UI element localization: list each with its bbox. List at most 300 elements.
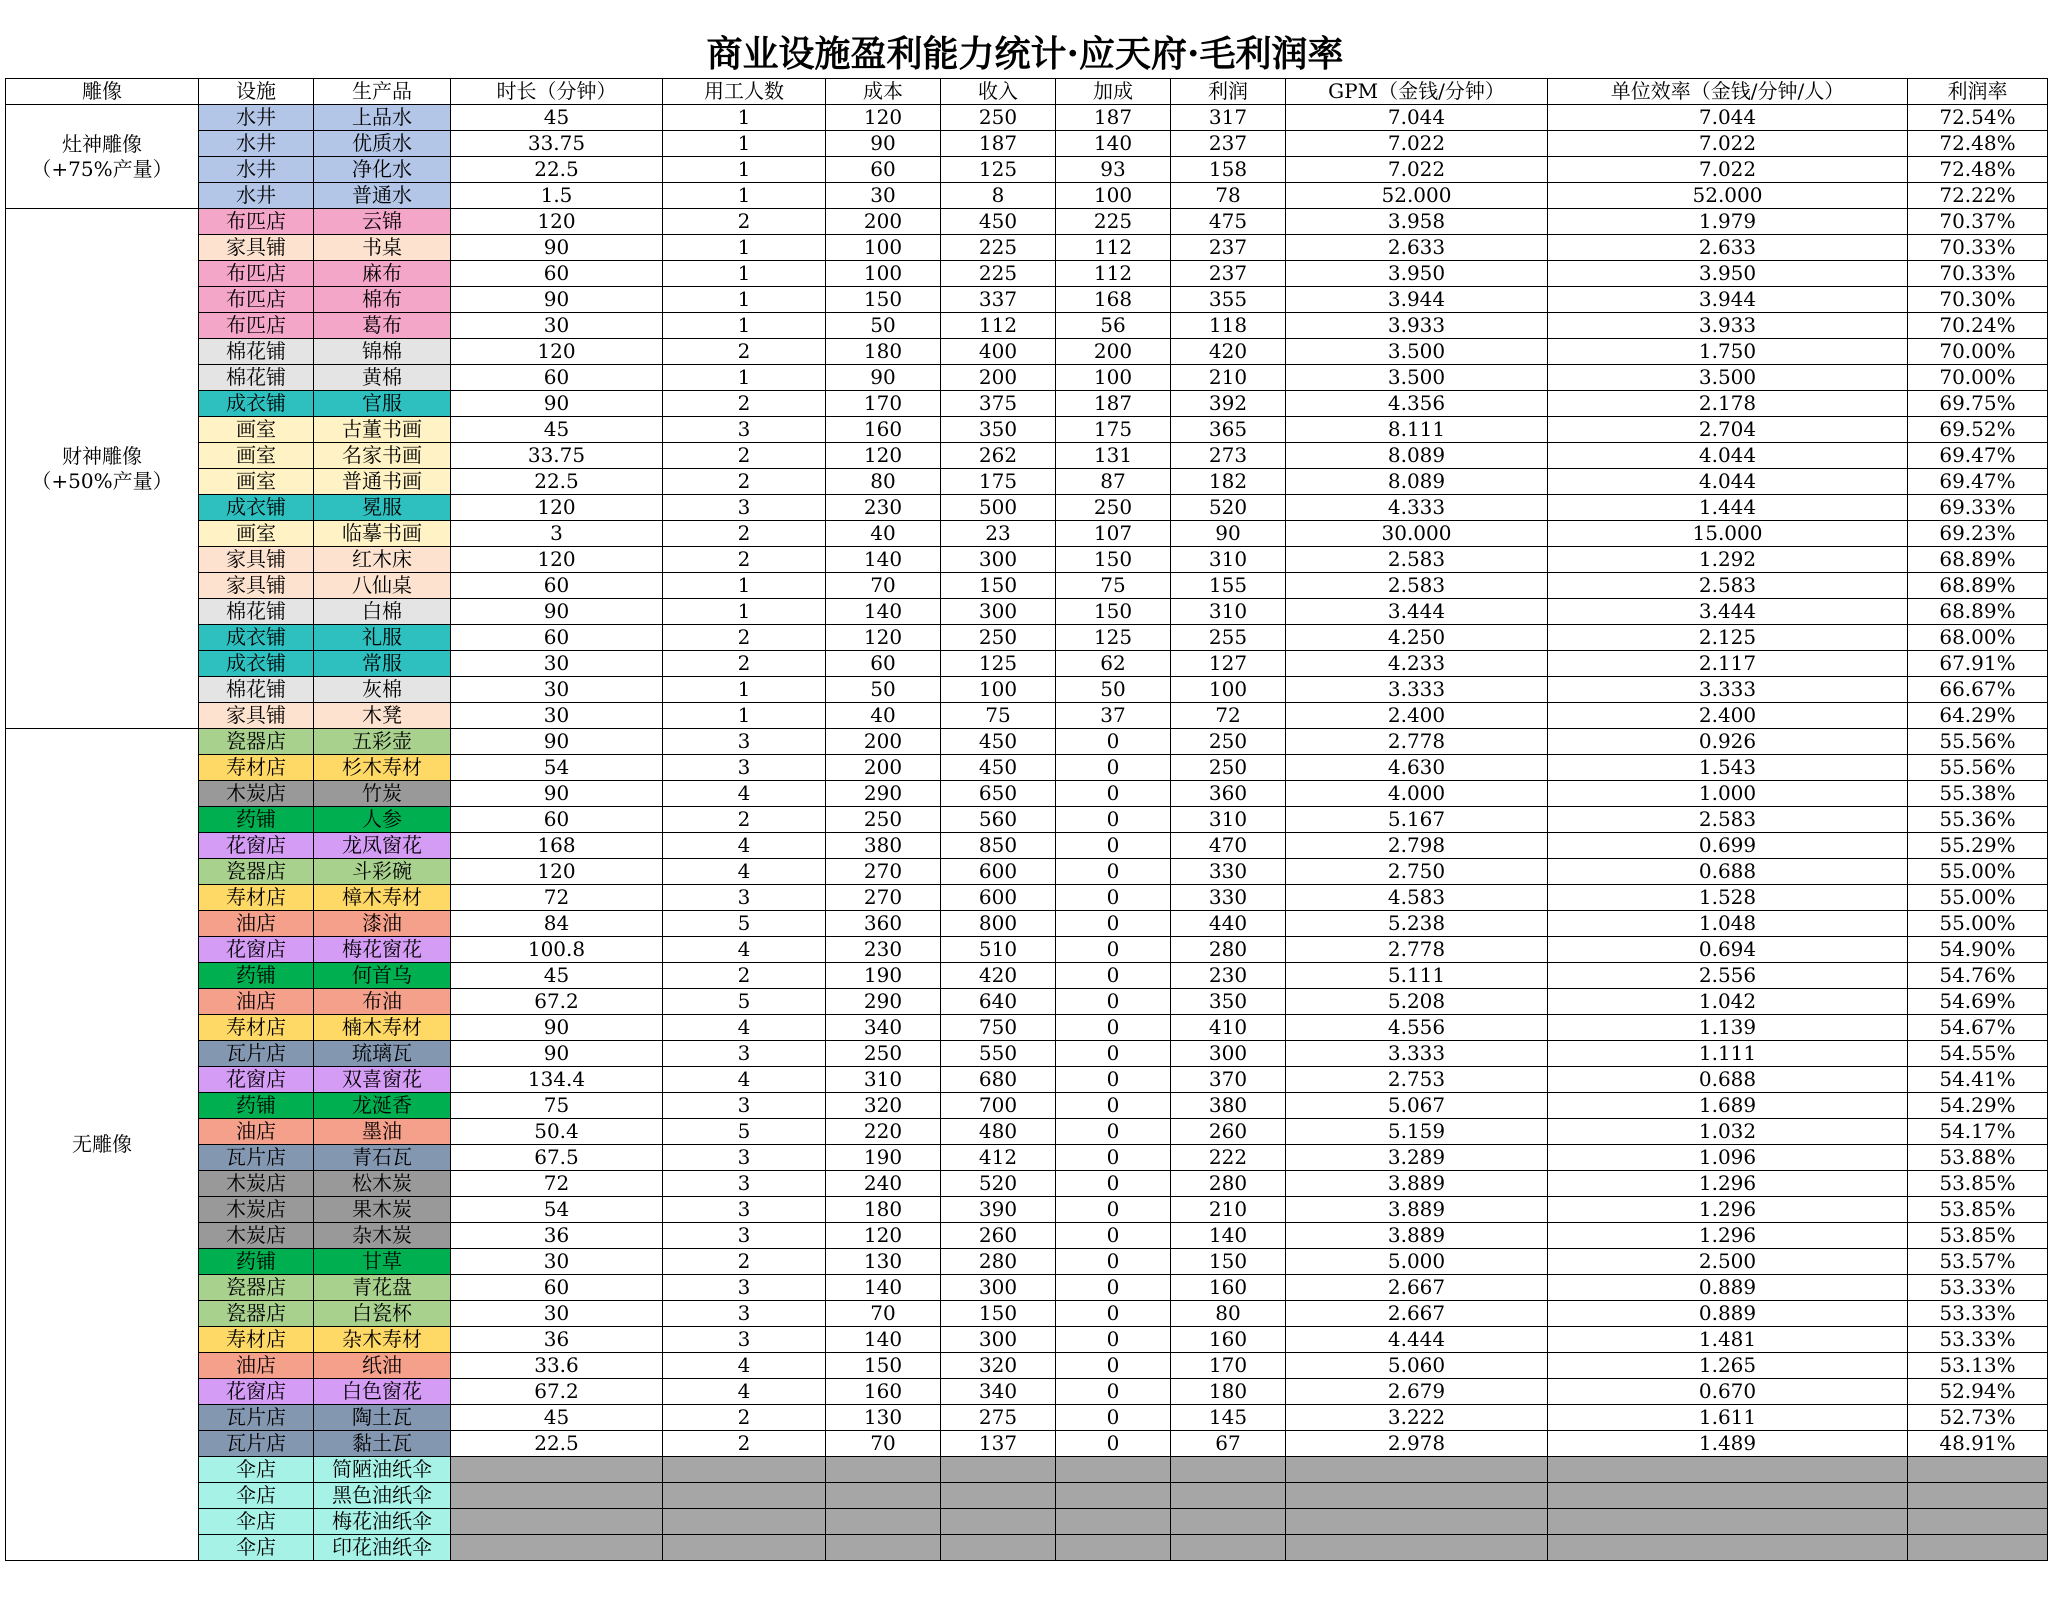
table-row bbox=[6, 261, 2048, 287]
cell-revenue: 560 bbox=[941, 807, 1056, 833]
cell-margin: 68.89% bbox=[1908, 573, 2048, 599]
cell-product: 龙凤窗花 bbox=[314, 833, 451, 859]
cell-facility: 木炭店 bbox=[199, 1171, 314, 1197]
cell-revenue: 550 bbox=[941, 1041, 1056, 1067]
cell-revenue: 125 bbox=[941, 157, 1056, 183]
cell-profit: 160 bbox=[1171, 1275, 1286, 1301]
cell-facility: 布匹店 bbox=[199, 313, 314, 339]
cell-profit: 330 bbox=[1171, 859, 1286, 885]
table-row bbox=[6, 651, 2048, 677]
cell-unit-efficiency: 1.296 bbox=[1548, 1197, 1908, 1223]
cell-gpm: 3.500 bbox=[1286, 365, 1548, 391]
cell-profit: 170 bbox=[1171, 1353, 1286, 1379]
cell-duration: 36 bbox=[451, 1223, 663, 1249]
cell-duration: 100.8 bbox=[451, 937, 663, 963]
cell-duration: 50.4 bbox=[451, 1119, 663, 1145]
table-row bbox=[6, 911, 2048, 937]
cell-product: 名家书画 bbox=[314, 443, 451, 469]
cell-revenue: 175 bbox=[941, 469, 1056, 495]
cell-facility: 水井 bbox=[199, 131, 314, 157]
table-row bbox=[6, 989, 2048, 1015]
cell-bonus bbox=[1056, 1457, 1171, 1483]
cell-duration: 30 bbox=[451, 1301, 663, 1327]
cell-cost: 30 bbox=[826, 183, 941, 209]
cell-bonus: 0 bbox=[1056, 1041, 1171, 1067]
table-row bbox=[6, 677, 2048, 703]
cell-bonus: 37 bbox=[1056, 703, 1171, 729]
cell-cost: 250 bbox=[826, 807, 941, 833]
cell-unit-efficiency: 1.096 bbox=[1548, 1145, 1908, 1171]
cell-duration: 33.75 bbox=[451, 131, 663, 157]
cell-revenue: 600 bbox=[941, 859, 1056, 885]
cell-cost: 70 bbox=[826, 573, 941, 599]
cell-cost: 200 bbox=[826, 729, 941, 755]
cell-facility: 药铺 bbox=[199, 807, 314, 833]
cell-revenue: 300 bbox=[941, 547, 1056, 573]
cell-cost: 80 bbox=[826, 469, 941, 495]
cell-profit: 440 bbox=[1171, 911, 1286, 937]
cell-margin: 55.00% bbox=[1908, 911, 2048, 937]
cell-bonus: 112 bbox=[1056, 235, 1171, 261]
header-workers: 用工人数 bbox=[663, 79, 826, 105]
cell-profit: 350 bbox=[1171, 989, 1286, 1015]
table-row bbox=[6, 1535, 2048, 1561]
cell-revenue: 450 bbox=[941, 755, 1056, 781]
cell-workers: 1 bbox=[663, 287, 826, 313]
header-statue: 雕像 bbox=[6, 79, 199, 105]
cell-facility: 布匹店 bbox=[199, 287, 314, 313]
cell-workers: 1 bbox=[663, 365, 826, 391]
cell-unit-efficiency: 2.500 bbox=[1548, 1249, 1908, 1275]
cell-margin: 69.47% bbox=[1908, 443, 2048, 469]
cell-margin: 52.73% bbox=[1908, 1405, 2048, 1431]
cell-revenue: 150 bbox=[941, 573, 1056, 599]
table-row bbox=[6, 1379, 2048, 1405]
cell-gpm: 5.000 bbox=[1286, 1249, 1548, 1275]
cell-gpm: 3.889 bbox=[1286, 1223, 1548, 1249]
cell-workers: 4 bbox=[663, 1353, 826, 1379]
cell-product: 人参 bbox=[314, 807, 451, 833]
cell-revenue: 450 bbox=[941, 209, 1056, 235]
table-row bbox=[6, 1093, 2048, 1119]
cell-revenue: 450 bbox=[941, 729, 1056, 755]
cell-product: 梅花窗花 bbox=[314, 937, 451, 963]
cell-cost: 230 bbox=[826, 937, 941, 963]
cell-margin: 69.33% bbox=[1908, 495, 2048, 521]
cell-facility: 伞店 bbox=[199, 1457, 314, 1483]
cell-profit: 182 bbox=[1171, 469, 1286, 495]
cell-margin: 68.00% bbox=[1908, 625, 2048, 651]
cell-facility: 花窗店 bbox=[199, 937, 314, 963]
cell-revenue: 300 bbox=[941, 1327, 1056, 1353]
cell-workers: 4 bbox=[663, 1379, 826, 1405]
cell-gpm: 2.778 bbox=[1286, 937, 1548, 963]
cell-cost: 50 bbox=[826, 313, 941, 339]
cell-margin: 70.00% bbox=[1908, 365, 2048, 391]
cell-margin bbox=[1908, 1457, 2048, 1483]
cell-profit: 310 bbox=[1171, 807, 1286, 833]
cell-workers: 4 bbox=[663, 1067, 826, 1093]
cell-product: 礼服 bbox=[314, 625, 451, 651]
cell-product: 云锦 bbox=[314, 209, 451, 235]
cell-workers: 2 bbox=[663, 443, 826, 469]
cell-bonus bbox=[1056, 1483, 1171, 1509]
cell-unit-efficiency: 1.032 bbox=[1548, 1119, 1908, 1145]
cell-facility: 瓷器店 bbox=[199, 1275, 314, 1301]
cell-profit: 520 bbox=[1171, 495, 1286, 521]
cell-bonus: 0 bbox=[1056, 1223, 1171, 1249]
cell-duration: 30 bbox=[451, 1249, 663, 1275]
cell-unit-efficiency: 3.333 bbox=[1548, 677, 1908, 703]
cell-facility: 布匹店 bbox=[199, 209, 314, 235]
cell-cost: 290 bbox=[826, 781, 941, 807]
table-row bbox=[6, 1509, 2048, 1535]
cell-bonus: 0 bbox=[1056, 1067, 1171, 1093]
cell-margin: 54.76% bbox=[1908, 963, 2048, 989]
cell-revenue: 23 bbox=[941, 521, 1056, 547]
cell-unit-efficiency: 1.750 bbox=[1548, 339, 1908, 365]
cell-duration: 30 bbox=[451, 651, 663, 677]
cell-product: 果木炭 bbox=[314, 1197, 451, 1223]
cell-duration: 90 bbox=[451, 1041, 663, 1067]
cell-profit: 470 bbox=[1171, 833, 1286, 859]
cell-product: 白色窗花 bbox=[314, 1379, 451, 1405]
cell-duration: 33.75 bbox=[451, 443, 663, 469]
cell-profit bbox=[1171, 1509, 1286, 1535]
cell-facility: 寿材店 bbox=[199, 885, 314, 911]
cell-workers: 3 bbox=[663, 729, 826, 755]
cell-gpm: 2.778 bbox=[1286, 729, 1548, 755]
cell-cost: 380 bbox=[826, 833, 941, 859]
cell-cost bbox=[826, 1457, 941, 1483]
cell-unit-efficiency: 2.400 bbox=[1548, 703, 1908, 729]
cell-profit: 250 bbox=[1171, 755, 1286, 781]
table-row bbox=[6, 1145, 2048, 1171]
header-revenue: 收入 bbox=[941, 79, 1056, 105]
cell-gpm: 5.111 bbox=[1286, 963, 1548, 989]
cell-cost: 70 bbox=[826, 1301, 941, 1327]
cell-gpm: 3.889 bbox=[1286, 1197, 1548, 1223]
cell-unit-efficiency: 1.528 bbox=[1548, 885, 1908, 911]
cell-profit: 237 bbox=[1171, 131, 1286, 157]
cell-margin: 55.56% bbox=[1908, 755, 2048, 781]
cell-margin: 70.00% bbox=[1908, 339, 2048, 365]
cell-revenue: 400 bbox=[941, 339, 1056, 365]
cell-cost: 150 bbox=[826, 1353, 941, 1379]
cell-product: 灰棉 bbox=[314, 677, 451, 703]
cell-product: 杂木寿材 bbox=[314, 1327, 451, 1353]
cell-margin: 52.94% bbox=[1908, 1379, 2048, 1405]
cell-duration: 22.5 bbox=[451, 157, 663, 183]
cell-profit: 370 bbox=[1171, 1067, 1286, 1093]
header-unit-efficiency: 单位效率（金钱/分钟/人） bbox=[1548, 79, 1908, 105]
sheet-title: 商业设施盈利能力统计·应天府·毛利润率 bbox=[706, 33, 1344, 75]
cell-revenue: 137 bbox=[941, 1431, 1056, 1457]
cell-product: 木凳 bbox=[314, 703, 451, 729]
cell-margin: 53.85% bbox=[1908, 1223, 2048, 1249]
cell-margin bbox=[1908, 1509, 2048, 1535]
cell-facility: 瓷器店 bbox=[199, 859, 314, 885]
cell-profit: 237 bbox=[1171, 235, 1286, 261]
cell-duration: 22.5 bbox=[451, 469, 663, 495]
statue-group-label: 无雕像 bbox=[6, 729, 199, 1561]
cell-bonus: 250 bbox=[1056, 495, 1171, 521]
cell-product: 八仙桌 bbox=[314, 573, 451, 599]
cell-cost: 360 bbox=[826, 911, 941, 937]
cell-cost: 200 bbox=[826, 755, 941, 781]
cell-gpm: 2.583 bbox=[1286, 573, 1548, 599]
cell-revenue: 225 bbox=[941, 235, 1056, 261]
cell-gpm: 3.958 bbox=[1286, 209, 1548, 235]
cell-gpm: 3.333 bbox=[1286, 677, 1548, 703]
cell-profit: 280 bbox=[1171, 937, 1286, 963]
cell-unit-efficiency: 1.444 bbox=[1548, 495, 1908, 521]
cell-revenue: 350 bbox=[941, 417, 1056, 443]
cell-bonus: 112 bbox=[1056, 261, 1171, 287]
cell-revenue: 300 bbox=[941, 599, 1056, 625]
cell-product: 锦棉 bbox=[314, 339, 451, 365]
cell-unit-efficiency: 2.633 bbox=[1548, 235, 1908, 261]
cell-workers: 2 bbox=[663, 1431, 826, 1457]
cell-gpm: 3.444 bbox=[1286, 599, 1548, 625]
cell-unit-efficiency: 1.979 bbox=[1548, 209, 1908, 235]
cell-unit-efficiency: 0.688 bbox=[1548, 859, 1908, 885]
cell-margin: 70.33% bbox=[1908, 235, 2048, 261]
cell-gpm: 3.889 bbox=[1286, 1171, 1548, 1197]
cell-revenue: 600 bbox=[941, 885, 1056, 911]
cell-revenue: 275 bbox=[941, 1405, 1056, 1431]
cell-cost: 130 bbox=[826, 1249, 941, 1275]
cell-margin bbox=[1908, 1535, 2048, 1561]
cell-facility: 棉花铺 bbox=[199, 677, 314, 703]
cell-margin: 72.48% bbox=[1908, 157, 2048, 183]
cell-workers: 5 bbox=[663, 1119, 826, 1145]
cell-product: 墨油 bbox=[314, 1119, 451, 1145]
cell-cost: 40 bbox=[826, 703, 941, 729]
cell-facility: 布匹店 bbox=[199, 261, 314, 287]
cell-gpm: 5.238 bbox=[1286, 911, 1548, 937]
cell-gpm: 2.753 bbox=[1286, 1067, 1548, 1093]
cell-facility: 寿材店 bbox=[199, 1327, 314, 1353]
cell-duration: 1.5 bbox=[451, 183, 663, 209]
table-row bbox=[6, 235, 2048, 261]
table-row bbox=[6, 105, 2048, 131]
cell-workers: 3 bbox=[663, 1327, 826, 1353]
table-row bbox=[6, 547, 2048, 573]
cell-profit: 78 bbox=[1171, 183, 1286, 209]
cell-revenue: 125 bbox=[941, 651, 1056, 677]
cell-facility: 油店 bbox=[199, 911, 314, 937]
cell-bonus: 0 bbox=[1056, 963, 1171, 989]
cell-product: 书桌 bbox=[314, 235, 451, 261]
cell-unit-efficiency: 2.583 bbox=[1548, 573, 1908, 599]
cell-workers bbox=[663, 1535, 826, 1561]
cell-product: 白棉 bbox=[314, 599, 451, 625]
cell-unit-efficiency: 1.139 bbox=[1548, 1015, 1908, 1041]
cell-duration: 67.5 bbox=[451, 1145, 663, 1171]
cell-unit-efficiency: 1.265 bbox=[1548, 1353, 1908, 1379]
cell-product: 斗彩碗 bbox=[314, 859, 451, 885]
cell-product: 龙涎香 bbox=[314, 1093, 451, 1119]
cell-gpm: 52.000 bbox=[1286, 183, 1548, 209]
header-row bbox=[6, 79, 2048, 105]
cell-cost: 140 bbox=[826, 599, 941, 625]
table-row bbox=[6, 1301, 2048, 1327]
cell-duration bbox=[451, 1483, 663, 1509]
cell-margin: 72.54% bbox=[1908, 105, 2048, 131]
cell-unit-efficiency: 0.694 bbox=[1548, 937, 1908, 963]
cell-revenue bbox=[941, 1457, 1056, 1483]
cell-bonus: 0 bbox=[1056, 989, 1171, 1015]
cell-revenue: 280 bbox=[941, 1249, 1056, 1275]
cell-profit: 180 bbox=[1171, 1379, 1286, 1405]
cell-workers: 1 bbox=[663, 573, 826, 599]
cell-workers: 1 bbox=[663, 235, 826, 261]
cell-bonus: 0 bbox=[1056, 781, 1171, 807]
cell-margin bbox=[1908, 1483, 2048, 1509]
cell-cost: 100 bbox=[826, 235, 941, 261]
cell-gpm: 4.250 bbox=[1286, 625, 1548, 651]
table-row bbox=[6, 625, 2048, 651]
cell-unit-efficiency: 1.611 bbox=[1548, 1405, 1908, 1431]
cell-profit: 360 bbox=[1171, 781, 1286, 807]
cell-bonus: 168 bbox=[1056, 287, 1171, 313]
cell-unit-efficiency: 3.500 bbox=[1548, 365, 1908, 391]
cell-cost: 290 bbox=[826, 989, 941, 1015]
cell-gpm: 4.556 bbox=[1286, 1015, 1548, 1041]
cell-profit: 230 bbox=[1171, 963, 1286, 989]
cell-facility: 家具铺 bbox=[199, 703, 314, 729]
cell-duration: 60 bbox=[451, 625, 663, 651]
cell-unit-efficiency: 2.125 bbox=[1548, 625, 1908, 651]
cell-facility: 药铺 bbox=[199, 1249, 314, 1275]
cell-bonus: 0 bbox=[1056, 729, 1171, 755]
table-row bbox=[6, 1431, 2048, 1457]
cell-profit: 310 bbox=[1171, 599, 1286, 625]
cell-product: 五彩壶 bbox=[314, 729, 451, 755]
cell-product: 甘草 bbox=[314, 1249, 451, 1275]
cell-revenue: 500 bbox=[941, 495, 1056, 521]
cell-revenue: 650 bbox=[941, 781, 1056, 807]
cell-workers: 1 bbox=[663, 313, 826, 339]
cell-cost: 250 bbox=[826, 1041, 941, 1067]
cell-duration: 72 bbox=[451, 1171, 663, 1197]
cell-bonus: 0 bbox=[1056, 755, 1171, 781]
cell-cost: 270 bbox=[826, 885, 941, 911]
cell-unit-efficiency: 3.950 bbox=[1548, 261, 1908, 287]
cell-gpm: 4.630 bbox=[1286, 755, 1548, 781]
cell-margin: 64.29% bbox=[1908, 703, 2048, 729]
cell-margin: 70.37% bbox=[1908, 209, 2048, 235]
cell-cost: 100 bbox=[826, 261, 941, 287]
cell-unit-efficiency: 0.889 bbox=[1548, 1301, 1908, 1327]
cell-revenue: 850 bbox=[941, 833, 1056, 859]
cell-product: 官服 bbox=[314, 391, 451, 417]
cell-workers: 3 bbox=[663, 1145, 826, 1171]
cell-workers: 1 bbox=[663, 599, 826, 625]
table-row bbox=[6, 183, 2048, 209]
cell-margin: 70.30% bbox=[1908, 287, 2048, 313]
table-row bbox=[6, 1223, 2048, 1249]
cell-unit-efficiency: 52.000 bbox=[1548, 183, 1908, 209]
cell-unit-efficiency: 15.000 bbox=[1548, 521, 1908, 547]
cell-bonus: 0 bbox=[1056, 1145, 1171, 1171]
cell-bonus: 0 bbox=[1056, 1327, 1171, 1353]
cell-gpm: 4.000 bbox=[1286, 781, 1548, 807]
cell-bonus: 0 bbox=[1056, 1275, 1171, 1301]
cell-profit: 237 bbox=[1171, 261, 1286, 287]
table-row bbox=[6, 521, 2048, 547]
cell-unit-efficiency: 4.044 bbox=[1548, 469, 1908, 495]
cell-unit-efficiency bbox=[1548, 1535, 1908, 1561]
cell-facility: 伞店 bbox=[199, 1535, 314, 1561]
cell-margin: 66.67% bbox=[1908, 677, 2048, 703]
cell-facility: 花窗店 bbox=[199, 833, 314, 859]
cell-duration: 90 bbox=[451, 729, 663, 755]
cell-gpm: 2.978 bbox=[1286, 1431, 1548, 1457]
cell-facility: 寿材店 bbox=[199, 1015, 314, 1041]
cell-unit-efficiency: 0.688 bbox=[1548, 1067, 1908, 1093]
cell-facility: 瓦片店 bbox=[199, 1431, 314, 1457]
cell-product: 普通水 bbox=[314, 183, 451, 209]
cell-duration: 90 bbox=[451, 235, 663, 261]
cell-facility: 寿材店 bbox=[199, 755, 314, 781]
cell-margin: 70.24% bbox=[1908, 313, 2048, 339]
cell-unit-efficiency: 1.296 bbox=[1548, 1171, 1908, 1197]
cell-gpm: 3.289 bbox=[1286, 1145, 1548, 1171]
cell-workers: 4 bbox=[663, 937, 826, 963]
cell-facility: 家具铺 bbox=[199, 235, 314, 261]
table-row bbox=[6, 1119, 2048, 1145]
table-row bbox=[6, 729, 2048, 755]
cell-revenue: 225 bbox=[941, 261, 1056, 287]
cell-product: 古董书画 bbox=[314, 417, 451, 443]
cell-revenue: 300 bbox=[941, 1275, 1056, 1301]
table-row bbox=[6, 365, 2048, 391]
cell-unit-efficiency: 0.926 bbox=[1548, 729, 1908, 755]
cell-bonus: 0 bbox=[1056, 1379, 1171, 1405]
cell-revenue: 340 bbox=[941, 1379, 1056, 1405]
table-row bbox=[6, 1353, 2048, 1379]
cell-cost: 40 bbox=[826, 521, 941, 547]
cell-duration: 60 bbox=[451, 365, 663, 391]
cell-bonus: 0 bbox=[1056, 1249, 1171, 1275]
cell-revenue: 337 bbox=[941, 287, 1056, 313]
cell-bonus: 0 bbox=[1056, 1171, 1171, 1197]
cell-revenue: 320 bbox=[941, 1353, 1056, 1379]
cell-revenue: 412 bbox=[941, 1145, 1056, 1171]
cell-gpm bbox=[1286, 1535, 1548, 1561]
cell-bonus: 0 bbox=[1056, 1119, 1171, 1145]
statue-group-label: 财神雕像 （+50%产量） bbox=[6, 209, 199, 729]
cell-gpm: 4.583 bbox=[1286, 885, 1548, 911]
cell-profit bbox=[1171, 1535, 1286, 1561]
cell-margin: 55.29% bbox=[1908, 833, 2048, 859]
cell-cost: 310 bbox=[826, 1067, 941, 1093]
cell-duration: 120 bbox=[451, 495, 663, 521]
cell-gpm: 3.950 bbox=[1286, 261, 1548, 287]
cell-bonus: 56 bbox=[1056, 313, 1171, 339]
cell-revenue: 187 bbox=[941, 131, 1056, 157]
cell-facility: 瓦片店 bbox=[199, 1041, 314, 1067]
cell-bonus: 0 bbox=[1056, 1431, 1171, 1457]
cell-product: 冕服 bbox=[314, 495, 451, 521]
cell-duration: 120 bbox=[451, 339, 663, 365]
cell-duration: 90 bbox=[451, 1015, 663, 1041]
cell-product: 青石瓦 bbox=[314, 1145, 451, 1171]
cell-cost: 70 bbox=[826, 1431, 941, 1457]
cell-cost: 160 bbox=[826, 417, 941, 443]
